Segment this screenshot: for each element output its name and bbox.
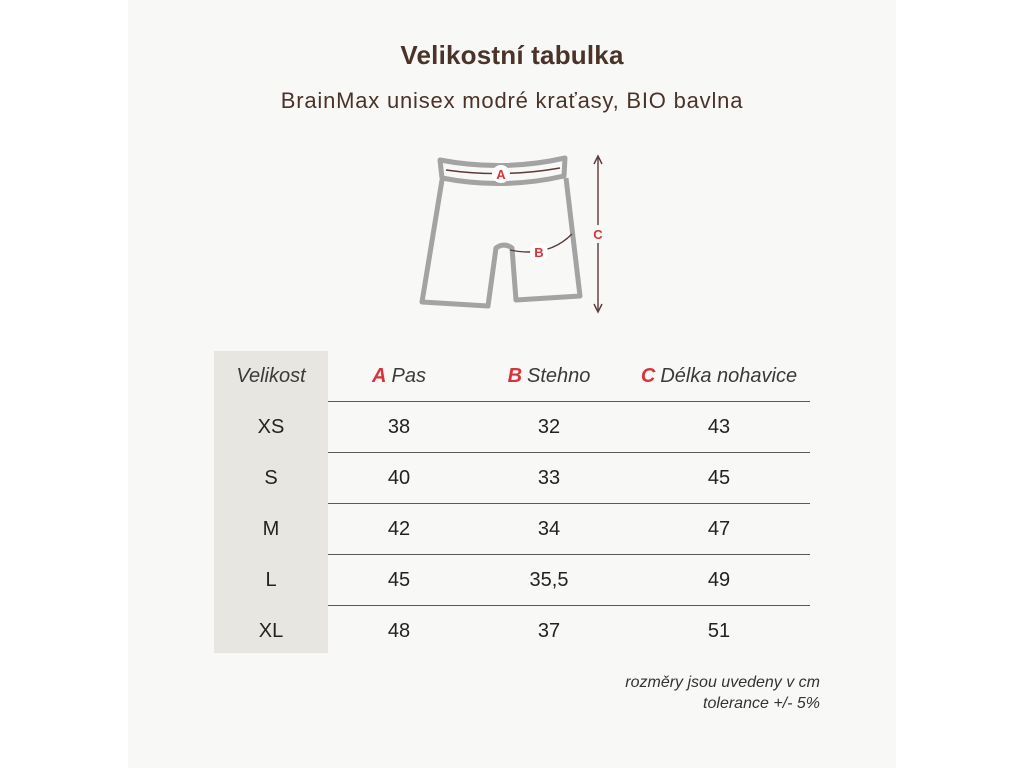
- row-size: S: [264, 466, 278, 489]
- row-waist: 42: [387, 517, 411, 540]
- row-waist: 40: [387, 466, 411, 489]
- table-header-row: [214, 351, 810, 401]
- row-length: 47: [707, 517, 731, 540]
- row-size: XL: [258, 619, 284, 642]
- row-size: XS: [257, 415, 285, 438]
- row-length: 49: [707, 568, 731, 591]
- header-length: [628, 365, 810, 388]
- table-row: [258, 605, 810, 656]
- row-thigh: 34: [537, 517, 561, 540]
- note-units: rozměry jsou uvedeny v cm: [625, 674, 820, 691]
- header-waist-letter: A: [372, 364, 387, 387]
- shorts-diagram: [408, 150, 618, 320]
- size-table: [214, 351, 810, 656]
- row-length: 43: [707, 415, 731, 438]
- thigh-label: B: [534, 245, 544, 260]
- row-waist: 38: [387, 415, 411, 438]
- shorts-outline: [422, 178, 580, 306]
- row-waist: 45: [387, 568, 411, 591]
- row-thigh: 32: [537, 415, 561, 438]
- page-title: Velikostní tabulka: [400, 40, 624, 70]
- row-thigh: 33: [537, 466, 561, 489]
- header-size: Velikost: [236, 364, 306, 387]
- table-row: [262, 503, 810, 554]
- row-thigh: 37: [537, 619, 561, 642]
- header-waist-label: Pas: [391, 364, 426, 387]
- row-thigh: 35,5: [529, 568, 569, 591]
- table-row: [264, 452, 810, 503]
- header-thigh-label: Stehno: [527, 364, 591, 387]
- header-waist: [328, 365, 470, 388]
- header-thigh-letter: B: [507, 364, 523, 387]
- table-row: [265, 554, 810, 605]
- header-length-letter: C: [640, 364, 656, 387]
- waist-label: A: [496, 167, 506, 182]
- length-label: C: [593, 227, 603, 242]
- row-length: 45: [707, 466, 731, 489]
- header-thigh: [470, 365, 628, 388]
- row-length: 51: [707, 619, 731, 642]
- row-waist: 48: [387, 619, 411, 642]
- row-size: M: [262, 517, 280, 540]
- row-size: L: [265, 568, 277, 591]
- product-subtitle: BrainMax unisex modré kraťasy, BIO bavlna: [280, 88, 744, 113]
- header-length-label: Délka nohavice: [660, 364, 798, 387]
- size-chart-card: [128, 0, 896, 768]
- measurement-note: [625, 672, 820, 714]
- note-tolerance: tolerance +/- 5%: [703, 695, 820, 712]
- table-row: [257, 401, 810, 452]
